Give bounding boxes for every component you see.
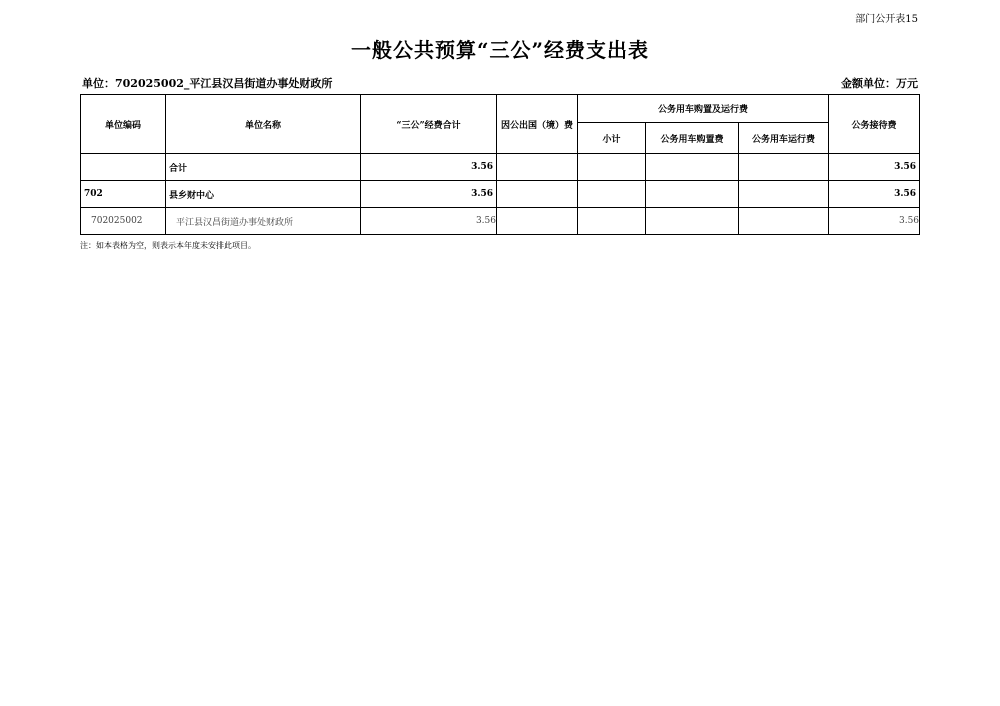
unit-line: 单位：702025002_平江县汉昌街道办事处财政所 bbox=[82, 77, 333, 90]
cell-operation bbox=[739, 208, 829, 235]
cell-overseas bbox=[497, 208, 578, 235]
cell-overseas bbox=[497, 154, 578, 181]
header-unit-name: 单位名称 bbox=[166, 95, 361, 154]
cell-total: 3.56 bbox=[361, 181, 497, 208]
header-reception: 公务接待费 bbox=[829, 95, 920, 154]
cell-overseas bbox=[497, 181, 578, 208]
cell-operation bbox=[739, 181, 829, 208]
cell-reception: 3.56 bbox=[829, 181, 920, 208]
cell-name: 合计 bbox=[166, 154, 361, 181]
cell-total: 3.56 bbox=[361, 154, 497, 181]
form-number: 部门公开表15 bbox=[855, 14, 918, 25]
table-row bbox=[81, 208, 920, 235]
header-unit-code: 单位编码 bbox=[81, 95, 166, 154]
cell-name: 县乡财中心 bbox=[166, 181, 361, 208]
table-row bbox=[81, 181, 920, 208]
cell-subtotal bbox=[578, 208, 646, 235]
three-public-expense-table bbox=[80, 94, 920, 235]
amount-unit: 金额单位：万元 bbox=[841, 77, 918, 90]
cell-purchase bbox=[646, 154, 739, 181]
cell-total: 3.56 bbox=[361, 208, 497, 235]
header-vehicle-purchase: 公务用车购置费 bbox=[646, 123, 739, 154]
cell-subtotal bbox=[578, 181, 646, 208]
header-vehicle-subtotal: 小计 bbox=[578, 123, 646, 154]
footnote: 注：如本表格为空，则表示本年度未安排此项目。 bbox=[80, 241, 256, 250]
cell-code: 702025002 bbox=[81, 208, 166, 235]
header-vehicle-group: 公务用车购置及运行费 bbox=[578, 95, 829, 123]
cell-subtotal bbox=[578, 154, 646, 181]
header-three-public-total: “三公”经费合计 bbox=[361, 95, 497, 154]
cell-reception: 3.56 bbox=[829, 208, 920, 235]
cell-purchase bbox=[646, 208, 739, 235]
cell-name: 平江县汉昌街道办事处财政所 bbox=[166, 208, 361, 235]
table-row bbox=[81, 154, 920, 181]
cell-reception: 3.56 bbox=[829, 154, 920, 181]
header-overseas: 因公出国（境）费 bbox=[497, 95, 578, 154]
page-title: 一般公共预算“三公”经费支出表 bbox=[350, 38, 649, 62]
cell-purchase bbox=[646, 181, 739, 208]
cell-operation bbox=[739, 154, 829, 181]
cell-code bbox=[81, 154, 166, 181]
header-vehicle-operation: 公务用车运行费 bbox=[739, 123, 829, 154]
cell-code: 702 bbox=[81, 181, 166, 208]
